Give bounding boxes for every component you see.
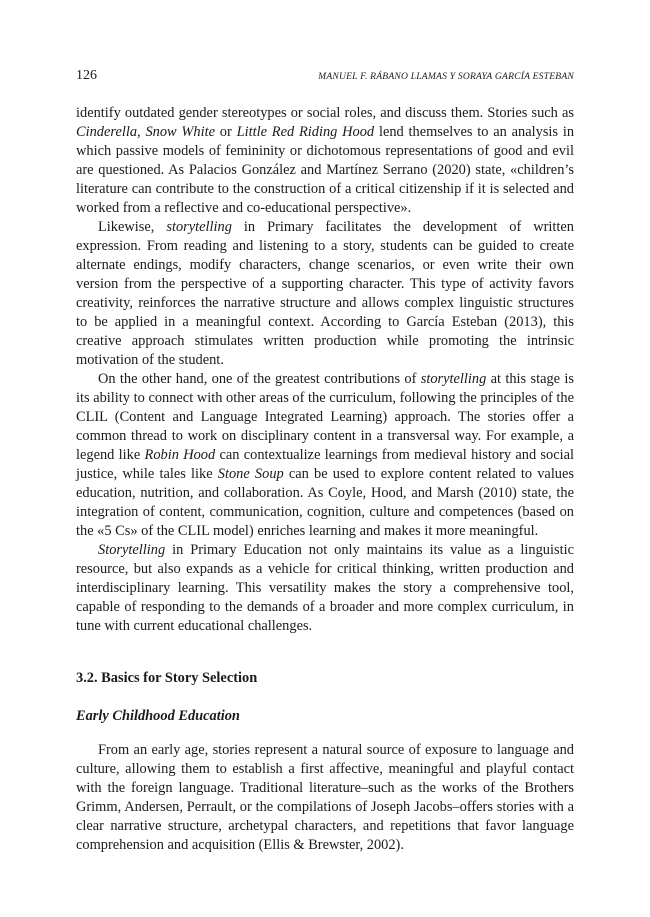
title-cinderella: Cinderella [76, 124, 138, 140]
term-storytelling: storytelling [420, 371, 487, 387]
title-stone-soup: Stone Soup [217, 466, 284, 482]
title-snow-white: Snow White [145, 124, 215, 140]
text-span: in Primary Education not only maintains its value as a linguistic resource, but also expands as a vehicle for critical thinking, written production and interdisciplinary learning. This versatility makes the story a comprehensive tool, capable of responding to the demands of a broader and more complex curriculum, in tune with current educational challenges. [76, 542, 574, 634]
text-span: can be used to explore content related to values education, nutrition, and collaboration. As Coyle, Hood, and Marsh (2010) state, the integration of content, communication, cognition, culture and competences (based on the «5 Cs» of the CLIL model) enriches learning and makes it more meaningful. [76, 466, 574, 539]
paragraph-2 [76, 218, 574, 370]
running-head: MANUEL F. RÁBANO LLAMAS Y SORAYA GARCÍA ESTEBAN [318, 71, 574, 82]
title-little-red-riding-hood: Little Red Riding Hood [236, 124, 375, 140]
text-span: On the other hand, one of the greatest contributions of [98, 371, 421, 387]
subsection-heading: Early Childhood Education [76, 708, 240, 724]
paragraph-3 [76, 370, 574, 541]
text-span: lend themselves to an analysis in which passive models of femininity or dichotomous representations of good and evil are questioned. As Palacios González and Martínez Serrano (2020) state, «children’s literature can contribute to the construction of a critical citizenship if it is selected and worked from a reflective and co-educational perspective». [76, 124, 575, 216]
paragraph-5: From an early age, stories represent a natural source of exposure to language and culture, allowing them to establish a first affective, meaningful and playful contact with the foreign language. Traditional literature–such as the works of the Brothers Grimm, Andersen, Perrault, or the compilations of Joseph Jacobs–offers stories with a clear narrative structure, archetypal characters, and repetitions that favor language comprehension and acquisition (Ellis & Brewster, 2002). [76, 742, 574, 853]
page-header [76, 68, 574, 84]
page-number: 126 [76, 68, 97, 83]
text-span: identify outdated gender stereotypes or social roles, and discuss them. Stories such as [76, 105, 574, 121]
text-span: Likewise, [98, 219, 167, 235]
term-storytelling: Storytelling [98, 542, 166, 558]
paragraph-4 [76, 541, 574, 636]
text-span: or [215, 124, 237, 140]
body-text [76, 104, 574, 636]
title-robin-hood: Robin Hood [144, 447, 216, 463]
text-span: in Primary facilitates the development of written expression. From reading and listening to a story, students can be guided to create alternate endings, modify characters, change scenarios, or even write their own version from the perspective of a supporting character. This type of activity favors creativity, reinforces the narrative structure and allows complex linguistic structures to be applied in a meaningful context. According to García Esteban (2013), this creative approach stimulates written production while promoting the intrinsic motivation of the student. [76, 219, 574, 368]
term-storytelling: storytelling [166, 219, 232, 235]
body-text-section [76, 741, 574, 855]
text-span: at this stage is its ability to connect with other areas of the curriculum, following the principles of the CLIL (Content and Language Integrated Learning) approach. The stories offer a common thread to work on disciplinary content in a transversal way. For example, a legend like [76, 371, 574, 463]
text-span: , [137, 124, 146, 140]
text-span: can contextualize learnings from medieval history and social justice, while tales like [76, 447, 575, 482]
paragraph-1 [76, 104, 574, 218]
section-heading: 3.2. Basics for Story Selection [76, 670, 258, 686]
